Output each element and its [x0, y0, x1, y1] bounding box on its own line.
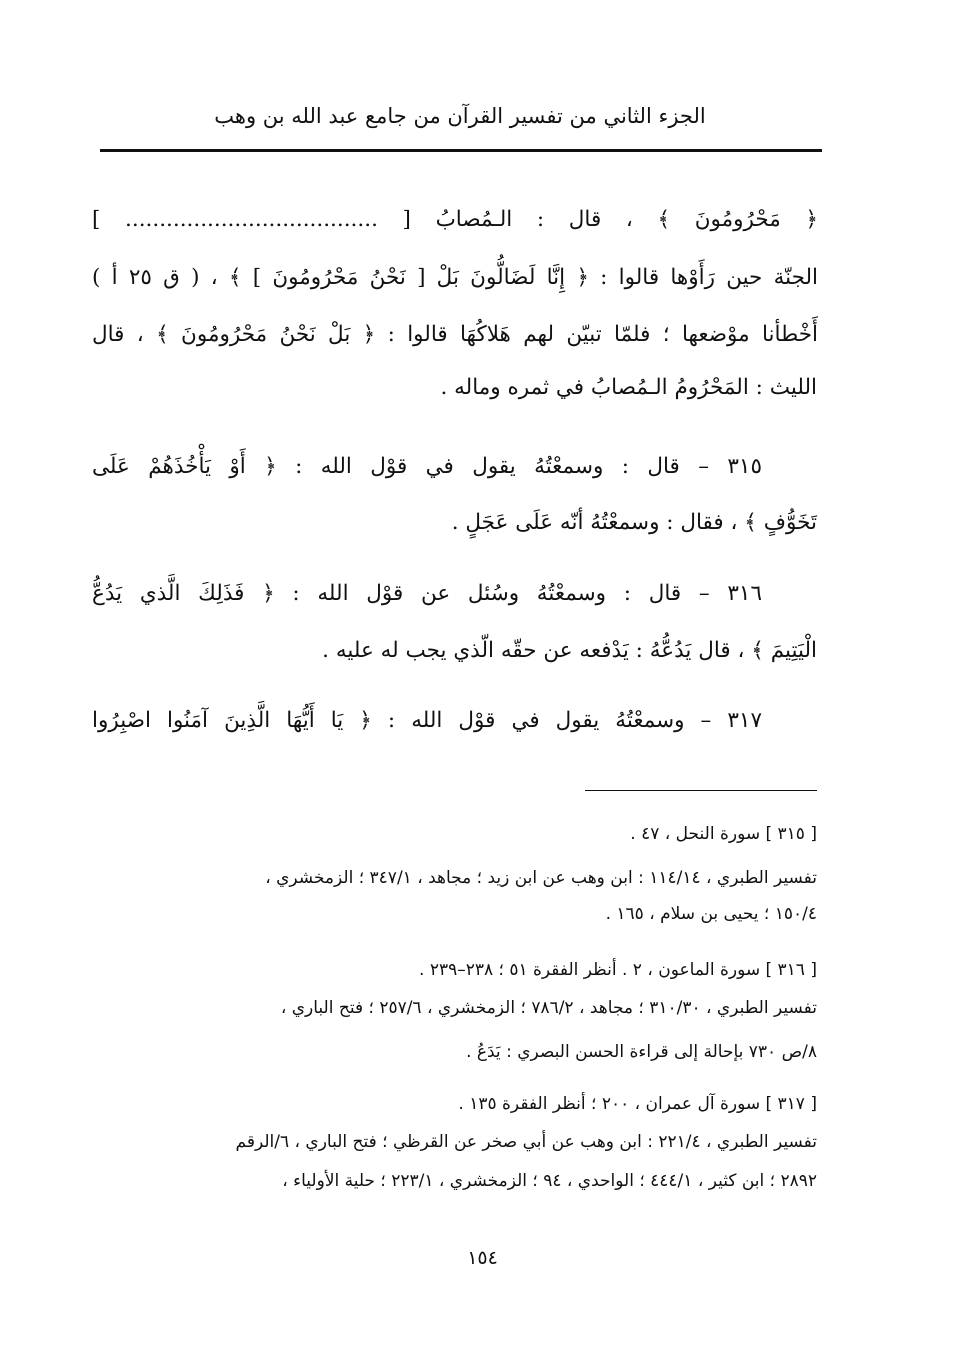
- running-header: الجزء الثاني من تفسير القرآن من جامع عبد الله بن وهب: [214, 104, 706, 128]
- body-line-1: ﴿ مَحْرُومُونَ ﴾ ، قال : الـمُصابُ [ ..................................... ]: [92, 207, 818, 232]
- footnote-line-2: تفسير الطبري ، ١١٤/١٤ : ابن وهب عن ابن زيد ؛ مجاهد ، ٣٤٧/١ ؛ الزمخشري ،: [265, 868, 817, 888]
- footnote-line-9: ٢٨٩٢ ؛ ابن كثير ، ٤٤٤/١ ؛ الواحدي ، ٩٤ ؛ الزمخشري ، ٢٢٣/١ ؛ حلية الأولياء ،: [282, 1171, 817, 1191]
- body-line-7: ٣١٦ – قال : وسمعْتُهُ وسُئل عن قوْل الله : ﴿ فَذَلِكَ الَّذي يَدُعُّ: [92, 581, 762, 606]
- footnote-line-6: ٨/ص ٧٣٠ بإحالة إلى قراءة الحسن البصري : يَدَعُ .: [466, 1042, 817, 1062]
- header-rule: [100, 149, 822, 152]
- body-line-5: ٣١٥ – قال : وسمعْتُهُ يقول في قوْل الله : ﴿ أَوْ يَأْخُذَهُمْ عَلَى: [92, 454, 762, 479]
- body-line-9: ٣١٧ – وسمعْتُهُ يقول في قوْل الله : ﴿ يَا أَيُّهَا الَّذِينَ آمَنُوا اصْبِرُوا: [92, 708, 762, 733]
- footnote-line-7: [ ٣١٧ ] سورة آل عمران ، ٢٠٠ ؛ أنظر الفقرة ١٣٥ .: [458, 1094, 817, 1114]
- page-number: ١٥٤: [467, 1247, 498, 1269]
- footnote-line-4: [ ٣١٦ ] سورة الماعون ، ٢ . أنظر الفقرة ٥١ ؛ ٢٣٨–٢٣٩ .: [419, 960, 817, 980]
- body-line-3: أَخْطأنا موْضعها ؛ فلمّا تبيّن لهم هَلاكُهَا قالوا : ﴿ بَلْ نَحْنُ مَحْرُومُونَ ﴾ ، قال: [92, 322, 818, 347]
- body-line-6: تَخَوُّفٍ ﴾ ، فقال : وسمعْتُهُ أنّه عَلَى عَجَلٍ .: [451, 510, 817, 535]
- footnote-line-3: ١٥٠/٤ ؛ يحيى بن سلام ، ١٦٥ .: [605, 904, 817, 924]
- footnote-line-5: تفسير الطبري ، ٣١٠/٣٠ ؛ مجاهد ، ٧٨٦/٢ ؛ الزمخشري ، ٢٥٧/٦ ؛ فتح الباري ،: [280, 998, 817, 1018]
- body-line-8: الْيَتِيمَ ﴾ ، قال يَدُعُّهُ : يَدْفعه عن حقّه الّذي يجب له عليه .: [322, 638, 817, 663]
- footnote-rule: [585, 790, 817, 791]
- footnote-line-8: تفسير الطبري ، ٢٢١/٤ : ابن وهب عن أبي صخر عن القرظي ؛ فتح الباري ، ٦/الرقم: [235, 1132, 817, 1152]
- body-line-4: الليث : المَحْرُومُ الـمُصابُ في ثمره وماله .: [440, 375, 817, 400]
- body-line-2: الجنّة حين رَأَوْها قالوا : ﴿ إِنَّا لَضَالُّونَ بَلْ [ نَحْنُ مَحْرُومُونَ ] ﴾ ، ( ق ٢٥ أ ): [92, 265, 818, 290]
- footnote-line-1: [ ٣١٥ ] سورة النحل ، ٤٧ .: [630, 824, 817, 844]
